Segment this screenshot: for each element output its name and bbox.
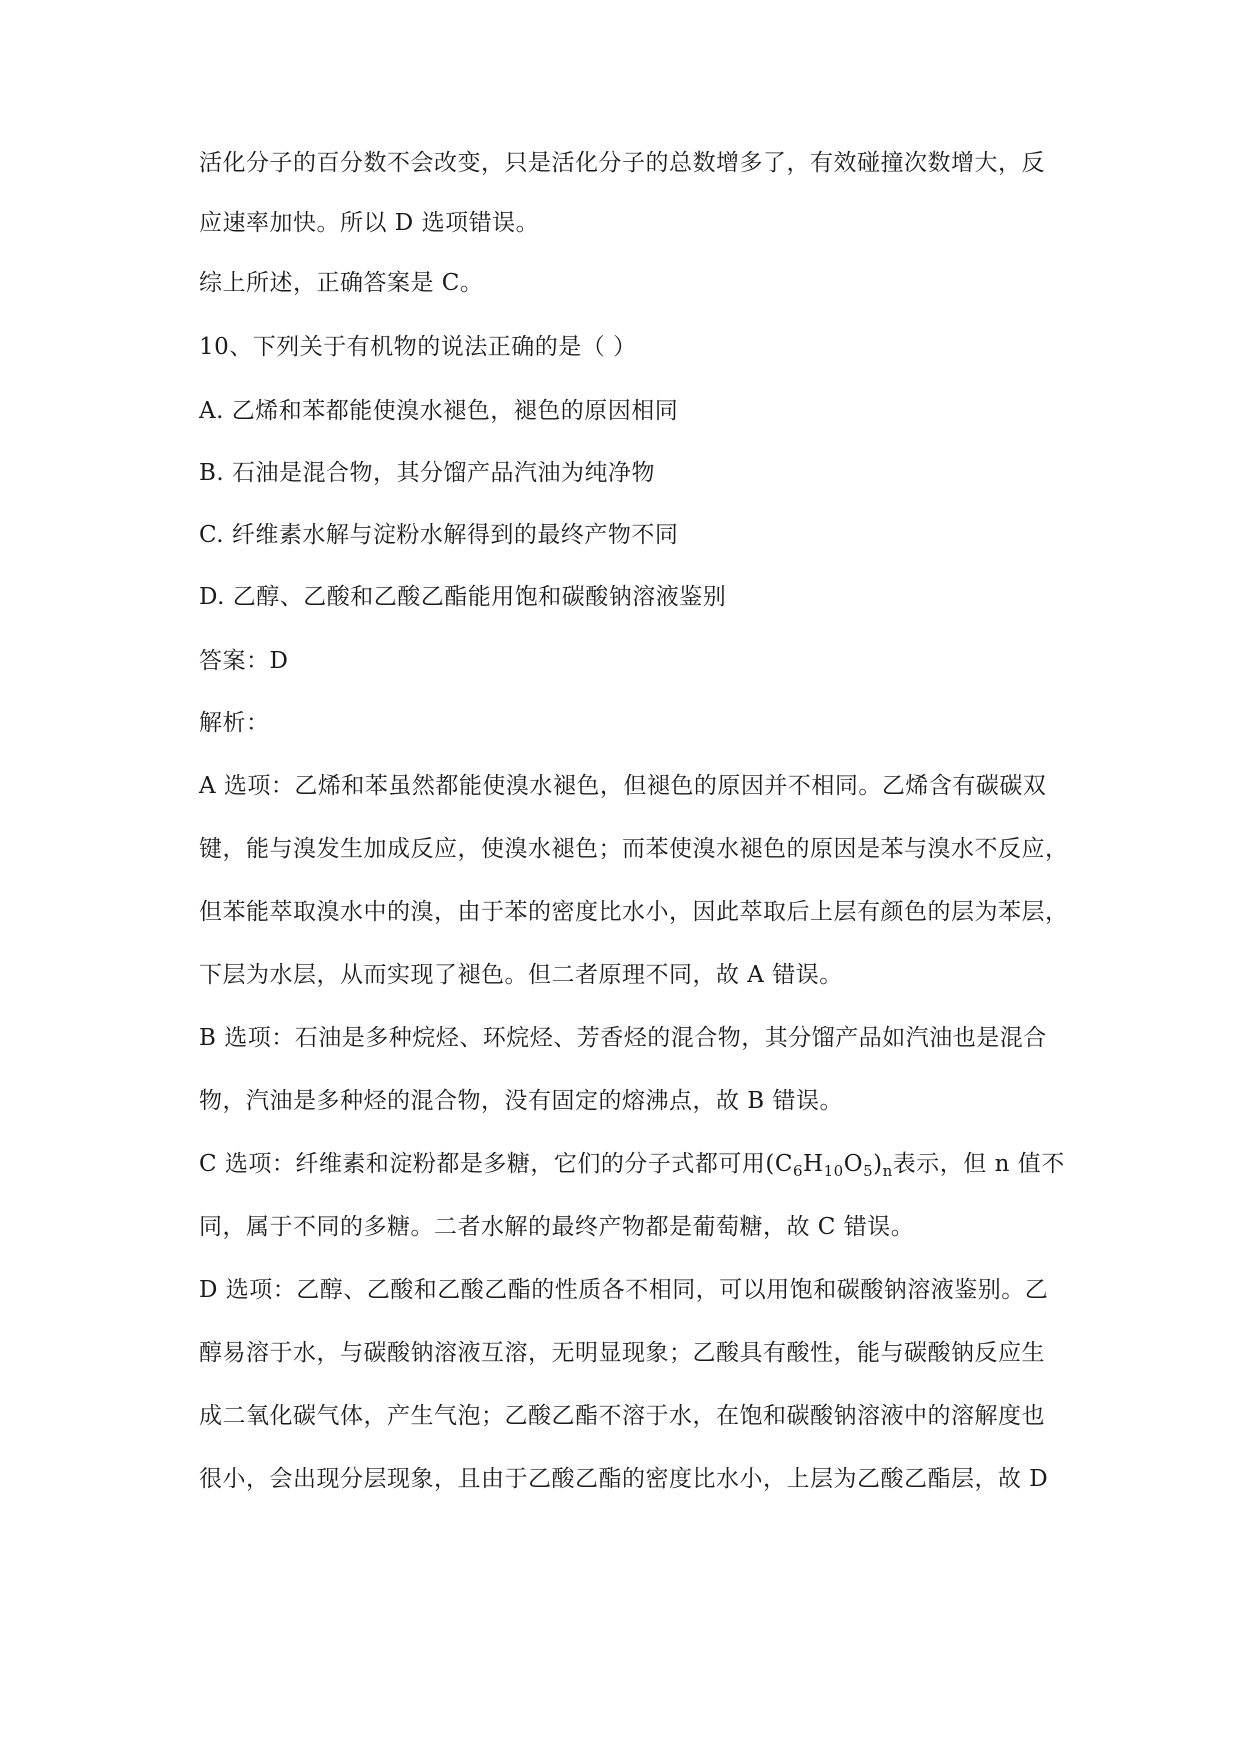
option-c: C. 纤维素水解与淀粉水解得到的最终产物不同: [199, 522, 679, 548]
text-line: 同，属于不同的多糖。二者水解的最终产物都是葡萄糖，故 C 错误。: [199, 1214, 915, 1240]
formula-subscript: 5: [863, 1162, 874, 1180]
text-line: B 选项：石油是多种烷烃、环烷烃、芳香烃的混合物，其分馏产品如汽油也是混合: [199, 1025, 1047, 1051]
formula-part: O: [843, 1151, 864, 1177]
analysis-heading: 解析：: [199, 710, 270, 736]
formula-text-line: [199, 1149, 1089, 1179]
formula-part: ): [873, 1151, 883, 1177]
text-line: 应速率加快。所以 D 选项错误。: [199, 210, 540, 236]
formula-part: H: [803, 1151, 824, 1177]
formula-subscript: 10: [823, 1162, 844, 1180]
question-title: 10、下列关于有机物的说法正确的是（ ）: [199, 334, 637, 360]
option-d: D. 乙醇、乙酸和乙酸乙酯能用饱和碳酸钠溶液鉴别: [199, 584, 727, 610]
text-line: D 选项：乙醇、乙酸和乙酸乙酯的性质各不相同，可以用饱和碳酸钠溶液鉴别。乙: [199, 1277, 1049, 1303]
text-line: A 选项：乙烯和苯虽然都能使溴水褪色，但褪色的原因并不相同。乙烯含有碳碳双: [199, 773, 1047, 799]
text-line: 键，能与溴发生加成反应，使溴水褪色；而苯使溴水褪色的原因是苯与溴水不反应，: [199, 836, 1069, 862]
formula-line-suffix: 表示，但 n 值不: [892, 1151, 1065, 1177]
text-line: 物，汽油是多种烃的混合物，没有固定的熔沸点，故 B 错误。: [199, 1088, 844, 1114]
chemical-formula: [765, 1151, 893, 1180]
formula-part: (C: [765, 1151, 793, 1177]
option-a: A. 乙烯和苯都能使溴水褪色，褪色的原因相同: [199, 398, 679, 424]
answer-line: 答案：D: [199, 648, 289, 674]
text-line: 活化分子的百分数不会改变，只是活化分子的总数增多了，有效碰撞次数增大，反: [199, 150, 1045, 176]
text-line: 很小，会出现分层现象，且由于乙酸乙酯的密度比水小，上层为乙酸乙酯层，故 D: [199, 1466, 1049, 1492]
text-line: 醇易溶于水，与碳酸钠溶液互溶，无明显现象；乙酸具有酸性，能与碳酸钠反应生: [199, 1340, 1045, 1366]
text-line: 下层为水层，从而实现了褪色。但二者原理不同，故 A 错误。: [199, 962, 843, 988]
formula-line-prefix: C 选项：纤维素和淀粉都是多糖，它们的分子式都可用: [199, 1151, 766, 1177]
text-line: 综上所述，正确答案是 C。: [199, 270, 484, 296]
formula-subscript: n: [882, 1162, 893, 1180]
option-b: B. 石油是混合物，其分馏产品汽油为纯净物: [199, 460, 656, 486]
text-line: 但苯能萃取溴水中的溴，由于苯的密度比水小，因此萃取后上层有颜色的层为苯层，: [199, 899, 1069, 925]
formula-subscript: 6: [793, 1162, 804, 1180]
text-line: 成二氧化碳气体，产生气泡；乙酸乙酯不溶于水，在饱和碳酸钠溶液中的溶解度也: [199, 1403, 1045, 1429]
